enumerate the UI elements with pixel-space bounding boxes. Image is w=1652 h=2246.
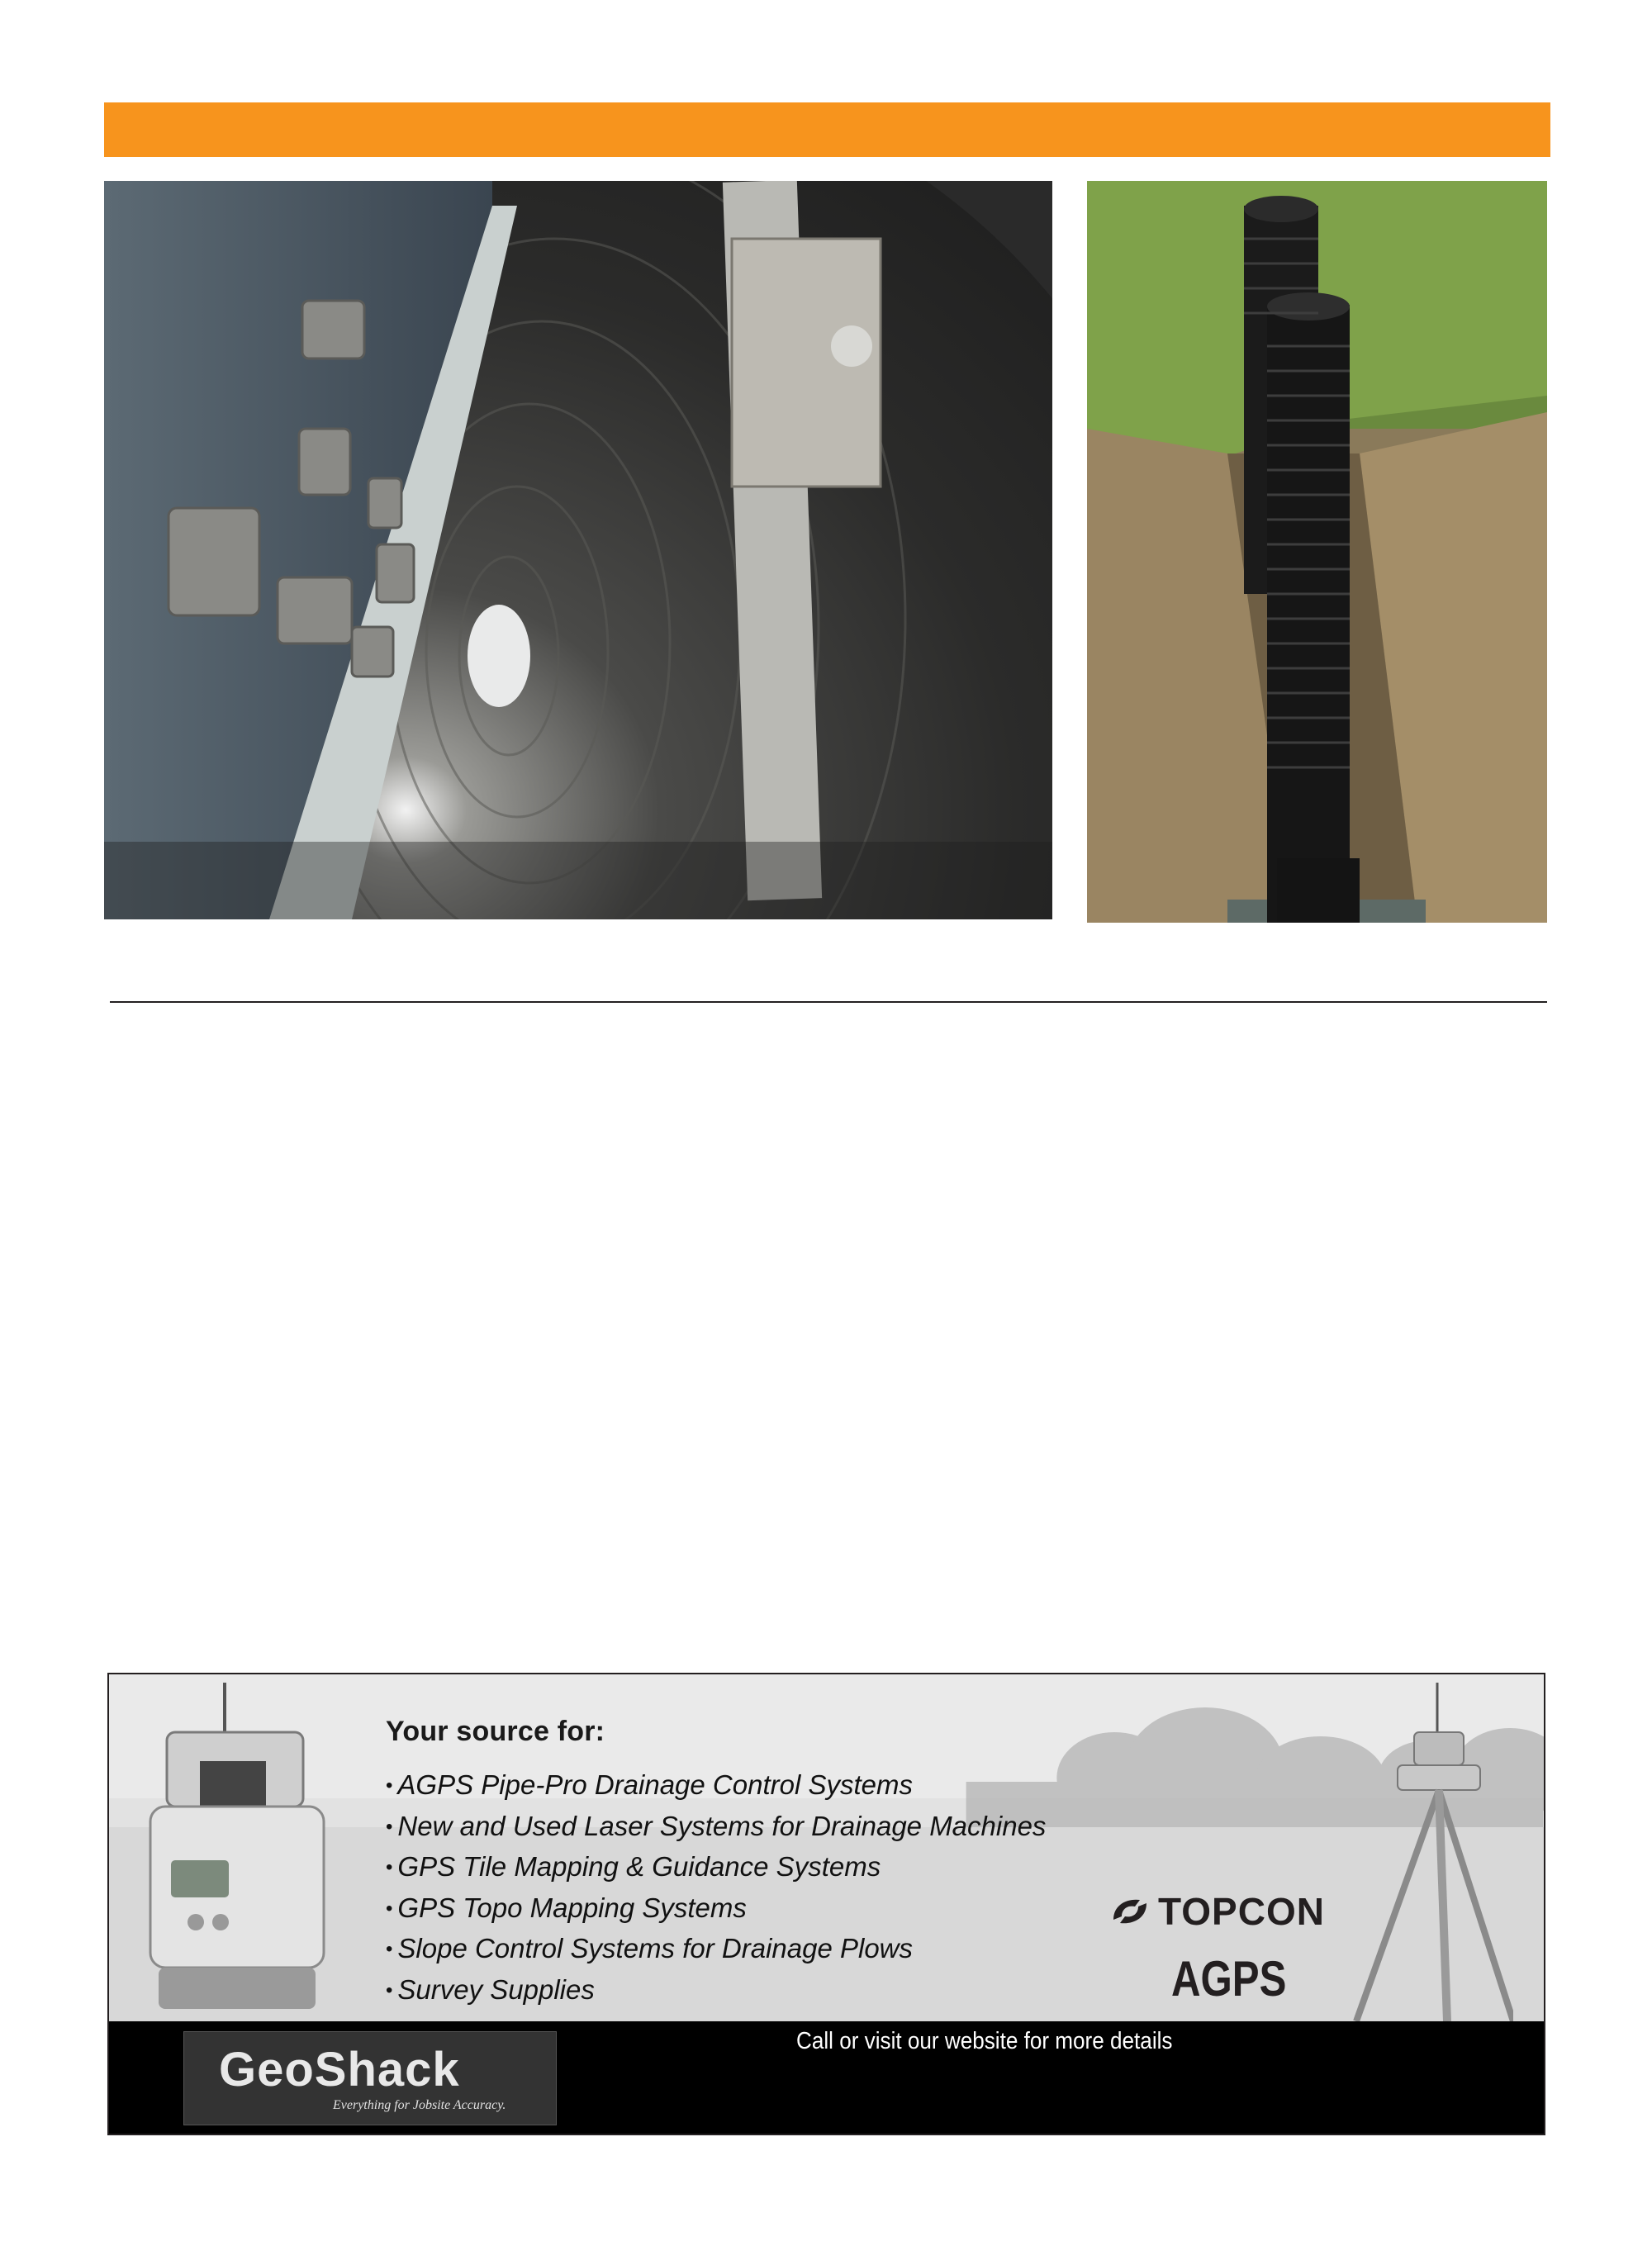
agps-brand-text: AGPS: [1171, 1951, 1287, 2006]
pipe-interior-photo: [104, 181, 1052, 919]
horizontal-rule: [110, 1001, 1547, 1003]
laser-level-device-image: [134, 1683, 336, 2017]
list-item: • Survey Supplies: [386, 1973, 595, 2005]
geoshack-logo-text: GeoShack: [219, 2043, 460, 2096]
topcon-brand-text: TOPCON: [1158, 1890, 1325, 1933]
geoshack-logo[interactable]: [183, 2031, 557, 2125]
topcon-logo: [1110, 1889, 1325, 1934]
topcon-emblem-icon: [1110, 1895, 1150, 1928]
ad-services-list: [386, 1765, 1046, 2011]
list-item: • Slope Control Systems for Drainage Plows: [386, 1933, 914, 1963]
ad-title: Your source for:: [386, 1716, 605, 1747]
tripod-receiver-image: [1340, 1683, 1513, 2021]
drainage-trench-photo: [1087, 181, 1547, 923]
geoshack-tagline: Everything for Jobsite Accuracy.: [333, 2098, 506, 2112]
ad-call-to-action: Call or visit our website for more details: [796, 2028, 1173, 2054]
geoshack-advertisement[interactable]: [107, 1673, 1545, 2135]
list-item: • GPS Tile Mapping & Guidance Systems: [386, 1851, 881, 1882]
orange-header-bar: [104, 102, 1550, 157]
list-item: • GPS Topo Mapping Systems: [386, 1892, 747, 1923]
ad-footer-bar: [109, 2021, 1544, 2135]
list-item: • New and Used Laser Systems for Drainage Machines: [386, 1810, 1047, 1841]
list-item: • AGPS Pipe-Pro Drainage Control Systems: [386, 1769, 913, 1800]
